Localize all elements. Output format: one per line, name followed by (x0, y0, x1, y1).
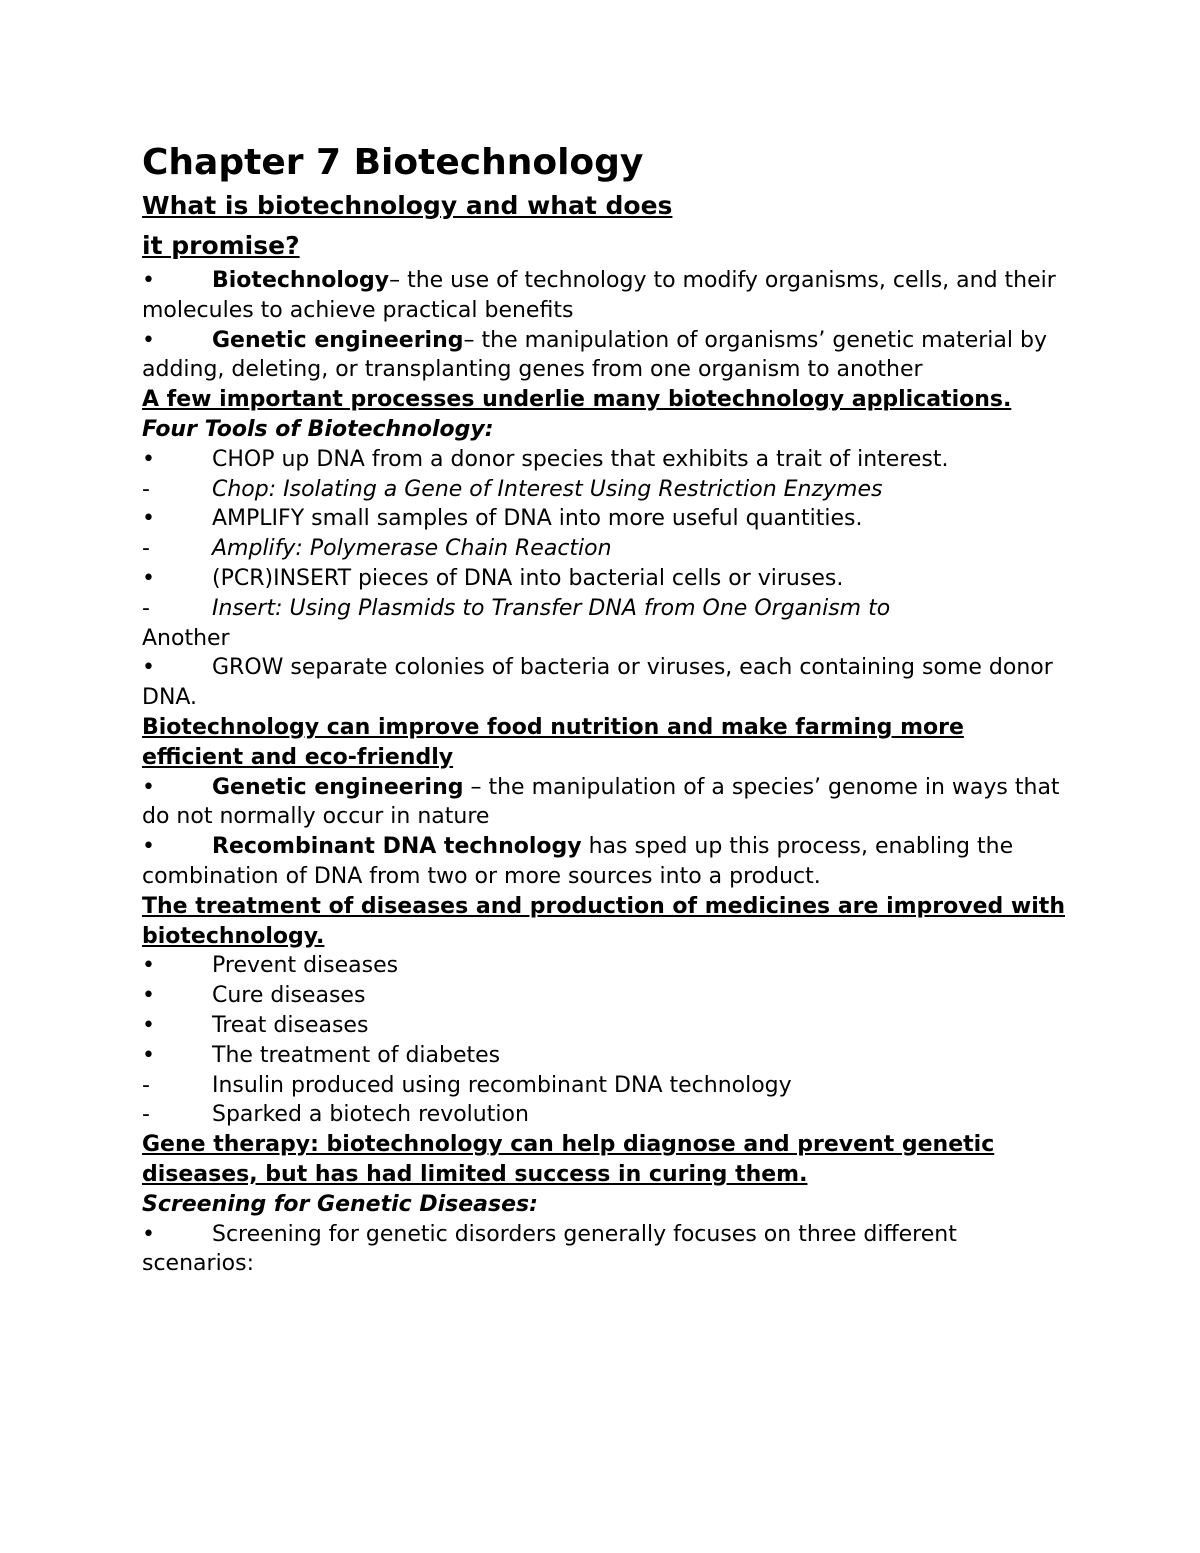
definition: has sped up this process, enabling the combination of DNA from two or more sources into a product. (142, 834, 1014, 889)
item-text: Treat diseases (212, 1012, 369, 1038)
item-text: Prevent diseases (212, 953, 399, 979)
definition: – the manipulation of a species’ genome in ways that do not normally occur in nature (142, 774, 1060, 830)
list-item (142, 594, 1072, 654)
section-heading-processes: A few important processes underlie many biotechnology applications. (142, 387, 1012, 413)
list-item (142, 326, 1072, 386)
bullet-marker: • (142, 1221, 155, 1247)
list-item (142, 266, 1072, 326)
dash-marker: - (142, 476, 150, 502)
list-item (142, 951, 1072, 981)
bullet-marker: • (142, 655, 155, 681)
section-heading-food: Biotechnology can improve food nutrition and make farming more efficient and eco-friendly (142, 714, 964, 770)
section-heading-medicine: The treatment of diseases and production of medicines are improved with biotechnology. (142, 893, 1065, 949)
section-heading-biotech-promise (142, 186, 842, 266)
section-heading-gene-therapy: Gene therapy: biotechnology can help diagnose and prevent genetic diseases, but has had limited success in curing them. (142, 1132, 995, 1187)
dash-marker: - (142, 595, 150, 621)
bullet-marker: • (142, 565, 155, 591)
list-item (142, 981, 1072, 1011)
item-text: CHOP up DNA from a donor species that exhibits a trait of interest. (212, 446, 949, 472)
list-item (142, 832, 1072, 892)
list-item (142, 1100, 1072, 1130)
item-text: Cure diseases (212, 983, 366, 1009)
list-item (142, 773, 1072, 833)
list-item (142, 1011, 1072, 1041)
heading-line-1: What is biotechnology and what does (142, 191, 673, 220)
list-item (142, 653, 1072, 713)
bullet-marker: • (142, 953, 155, 979)
definition: – the use of technology to modify organisms, cells, and their molecules to achieve practical benefits (142, 268, 1056, 323)
list-item (142, 534, 1072, 564)
bullet-marker: • (142, 1042, 155, 1068)
item-text: Insulin produced using recombinant DNA technology (212, 1072, 792, 1098)
heading-line-2: it promise? (142, 231, 300, 260)
bullet-marker: • (142, 506, 155, 532)
bullet-marker: • (142, 834, 155, 860)
item-text: Amplify: Polymerase Chain Reaction (212, 536, 612, 562)
term: Genetic engineering (212, 774, 464, 800)
list-item (142, 475, 1072, 505)
bullet-marker: • (142, 774, 155, 800)
subheading-four-tools: Four Tools of Biotechnology: (142, 416, 494, 442)
term: Recombinant DNA technology (212, 834, 582, 860)
term: Genetic engineering (212, 327, 464, 353)
item-text: GROW separate colonies of bacteria or viruses, each containing some donor DNA. (142, 655, 1053, 711)
term: Biotechnology (212, 268, 390, 293)
list-item (142, 504, 1072, 534)
bullet-marker: • (142, 983, 155, 1009)
dash-marker: - (142, 1102, 150, 1128)
subheading-screening: Screening for Genetic Diseases: (142, 1191, 538, 1217)
dash-marker: - (142, 1072, 150, 1098)
item-text: The treatment of diabetes (212, 1042, 501, 1068)
page-title: Chapter 7 Biotechnology (142, 142, 644, 183)
definition: – the manipulation of organisms’ genetic material by adding, deleting, or transplanting genes from one organism to another (142, 327, 1047, 383)
item-continuation: Another (142, 625, 230, 651)
list-item (142, 564, 1072, 594)
list-item (142, 445, 1072, 475)
item-text: Chop: Isolating a Gene of Interest Using Restriction Enzymes (212, 476, 883, 502)
dash-marker: - (142, 536, 150, 562)
document-page (142, 140, 1072, 1279)
item-text: Insert: Using Plasmids to Transfer DNA from One Organism to (212, 595, 891, 621)
item-text: (PCR)INSERT pieces of DNA into bacterial cells or viruses. (212, 565, 844, 591)
bullet-marker: • (142, 327, 155, 353)
bullet-marker: • (142, 268, 155, 293)
bullet-marker: • (142, 446, 155, 472)
list-item (142, 1220, 1072, 1280)
item-text: AMPLIFY small samples of DNA into more useful quantities. (212, 506, 863, 532)
list-item (142, 1071, 1072, 1101)
bullet-marker: • (142, 1012, 155, 1038)
list-item (142, 1041, 1072, 1071)
item-text: Sparked a biotech revolution (212, 1102, 529, 1128)
item-text: Screening for genetic disorders generally focuses on three different scenarios: (142, 1221, 957, 1277)
